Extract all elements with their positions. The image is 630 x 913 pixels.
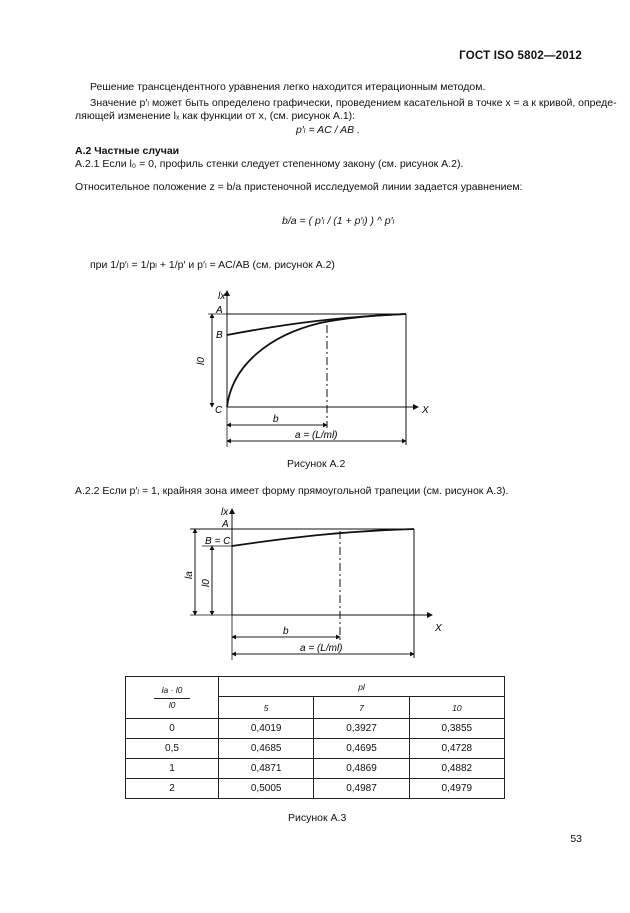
row-key: 0,5	[126, 739, 219, 759]
table-row	[126, 739, 505, 759]
paragraph-1: Решение трансцендентного уравнения легко находится итерационным методом.	[90, 81, 486, 93]
table-row	[126, 759, 505, 779]
corner-top: la · l0	[161, 684, 183, 695]
fig2-label-b: B	[216, 330, 223, 341]
row-key: 2	[126, 779, 219, 799]
table-cell: 0,4987	[314, 779, 409, 799]
table-cell: 0,3855	[409, 719, 504, 739]
paragraph-3: А.2.1 Если l₀ = 0, профиль стенки следует степенному закону (см. рисунок А.2).	[75, 158, 464, 170]
fig3-label-a: A	[222, 519, 229, 530]
table-cell: 0,4019	[219, 719, 314, 739]
fig3-label-b-dim: b	[283, 626, 289, 637]
group-header: pl	[219, 677, 505, 697]
fig2-y-label: lx	[218, 291, 226, 302]
fig2-label-b-dim: b	[273, 414, 279, 425]
column-header: 5	[219, 697, 314, 719]
column-header: 7	[314, 697, 409, 719]
table-cell: 0,4882	[409, 759, 504, 779]
figure-a2	[180, 285, 450, 455]
page-number: 53	[570, 833, 582, 845]
paragraph-6: А.2.2 Если p′ₗ = 1, крайняя зона имеет форму прямоугольной трапеции (см. рисунок А.3).	[75, 485, 509, 497]
table-cell: 0,4871	[219, 759, 314, 779]
section-title: А.2 Частные случаи	[75, 145, 180, 157]
table-cell: 0,4979	[409, 779, 504, 799]
fig3-x-label: X	[435, 623, 442, 634]
fig3-label-la: la	[184, 571, 195, 579]
curve-lower	[227, 314, 406, 407]
curve-a3	[232, 529, 414, 546]
fig2-label-c: C	[215, 405, 223, 416]
fig3-label-l0: l0	[201, 579, 212, 587]
row-key: 1	[126, 759, 219, 779]
formula-1: p′ₗ = AC / AB .	[296, 124, 360, 136]
table-cell: 0,4728	[409, 739, 504, 759]
table-cell: 0,4685	[219, 739, 314, 759]
fig2-label-a: A	[216, 305, 223, 316]
figure-a3-caption: Рисунок А.3	[288, 812, 347, 824]
table-cell: 0,3927	[314, 719, 409, 739]
fig2-label-a-dim: a = (L/ml)	[295, 430, 338, 441]
table-cell: 0,4695	[314, 739, 409, 759]
figure-a3	[180, 503, 450, 663]
corner-bottom: l0	[168, 699, 176, 710]
fig3-label-bc: B = C	[205, 536, 231, 547]
table-corner	[126, 677, 219, 719]
row-key: 0	[126, 719, 219, 739]
fig2-label-l0: l0	[196, 357, 207, 365]
fig2-x-label: X	[422, 405, 429, 416]
table-cell: 0,5005	[219, 779, 314, 799]
paragraph-2-line-2: ляющей изменение lₓ как функции от x, (см. рисунок А.1):	[75, 110, 356, 122]
paragraph-4: Относительное положение z = b/a пристеночной исследуемой линии задается уравнением:	[75, 181, 523, 193]
figure-a2-caption: Рисунок А.2	[287, 458, 346, 470]
table-row	[126, 719, 505, 739]
paragraph-2-line-1: Значение p′ₗ может быть определено графически, проведением касательной в точке x = a к кривой, опреде-	[90, 97, 617, 109]
standard-header: ГОСТ ISO 5802—2012	[459, 50, 582, 62]
results-table	[125, 676, 505, 799]
fig3-label-a-dim: a = (L/ml)	[300, 643, 343, 654]
paragraph-5: при 1/p′ₗ = 1/pₗ + 1/p′ и p′ₗ = AC/AB (см. рисунок А.2)	[90, 259, 335, 271]
fig3-y-label: lx	[221, 507, 229, 518]
formula-2: b/a = ( p′ₗ / (1 + p′ₗ) ) ^ p′ₗ	[282, 215, 395, 227]
table-row	[126, 779, 505, 799]
column-header: 10	[409, 697, 504, 719]
table-cell: 0,4869	[314, 759, 409, 779]
